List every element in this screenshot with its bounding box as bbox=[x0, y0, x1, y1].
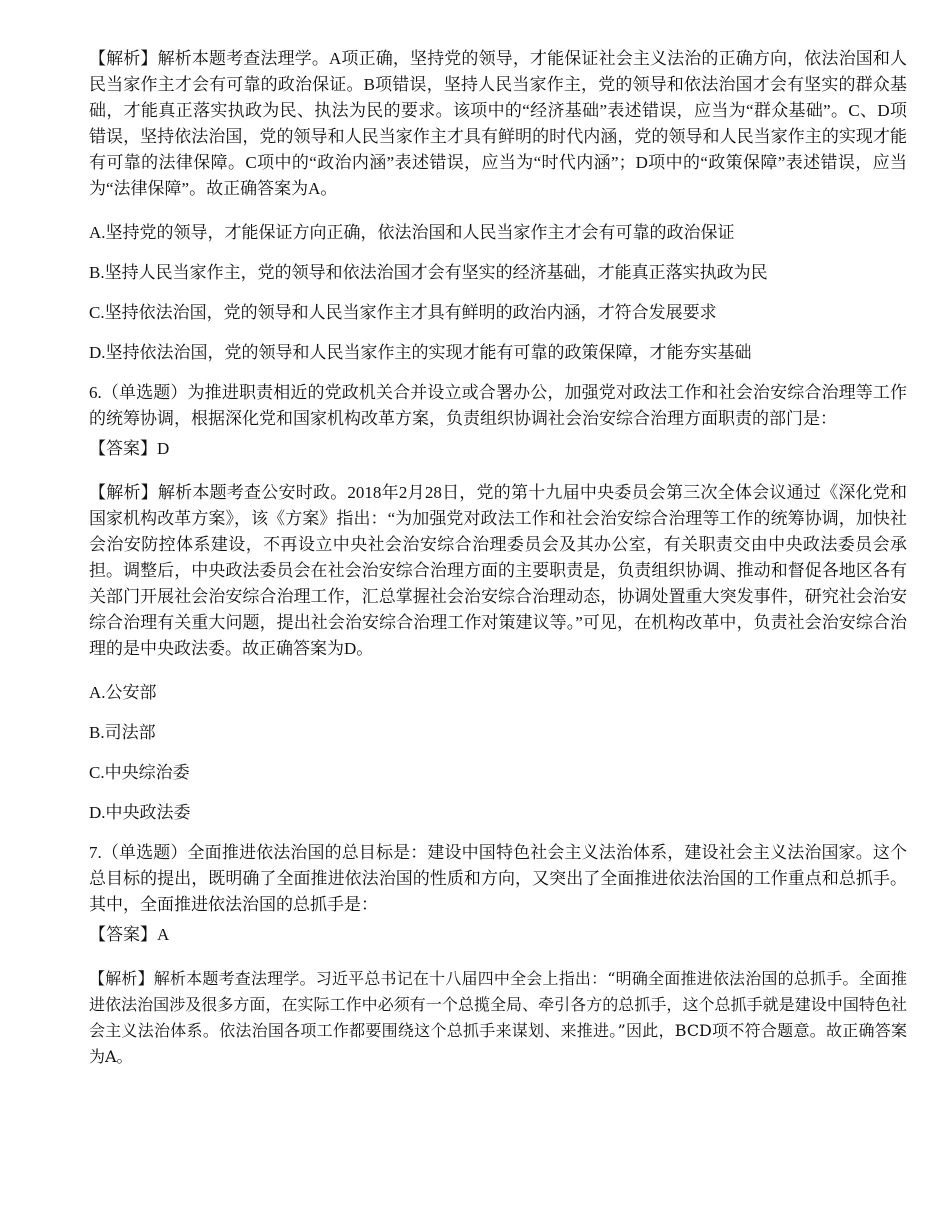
q7-answer: 【答案】A bbox=[89, 925, 170, 944]
q5-analysis: 【解析】解析本题考查法理学。A项正确，坚持党的领导，才能保证社会主义法治的正确方向，依法治国和人民当家作主才会有可靠的政治保证。B项错误，坚持人民当家作主，党的领导和依法治国才会有坚实的群众基础，才能真正落实执政为民、执法为民的要求。该项中的“经济基础”表述错误，应当为“群众基础”。C、D项错误，坚持依法治国，党的领导和人民当家作主才具有鲜明的时代内涵，党的领导和人民当家作主的实现才能有可靠的法律保障。C项中的“政治内涵”表述错误，应当为“时代内涵”；D项中的“政策保障”表述错误，应当为“法律保障”。故正确答案为A。 bbox=[89, 49, 907, 198]
q6-option-c: C.中央综治委 bbox=[89, 763, 190, 782]
q6-option-b: B.司法部 bbox=[89, 723, 156, 742]
q5-option-d: D.坚持依法治国，党的领导和人民当家作主的实现才能有可靠的政策保障，才能夯实基础 bbox=[89, 343, 752, 362]
q7-analysis: 【解析】解析本题考查法理学。习近平总书记在十八届四中全会上指出：“明确全面推进依法治国的总抓手。全面推进依法治国涉及很多方面，在实际工作中必须有一个总揽全局、牵引各方的总抓手，这个总抓手就是建设中国特色社会主义法治体系。依法治国各项工作都要围绕这个总抓手来谋划、来推进。”因此，BCD项不符合题意。故正确答案为A。 bbox=[89, 969, 907, 1066]
q5-option-a: A.坚持党的领导，才能保证方向正确，依法治国和人民当家作主才会有可靠的政治保证 bbox=[89, 223, 735, 242]
q6-option-a: A.公安部 bbox=[89, 683, 157, 702]
q6-option-d: D.中央政法委 bbox=[89, 803, 191, 822]
q5-option-c: C.坚持依法治国，党的领导和人民当家作主才具有鲜明的政治内涵，才符合发展要求 bbox=[89, 303, 717, 322]
document-page bbox=[89, 46, 907, 1088]
q6-analysis: 【解析】解析本题考查公安时政。2018年2月28日，党的第十九届中央委员会第三次全体会议通过《深化党和国家机构改革方案》，该《方案》指出：“为加强党对政法工作和社会治安综合治理等工作的统筹协调，加快社会治安防控体系建设，不再设立中央社会治安综合治理委员会及其办公室，有关职责交由中央政法委员会承担。调整后，中央政法委员会在社会治安综合治理方面的主要职责是，负责组织协调、推动和督促各地区各有关部门开展社会治安综合治理工作，汇总掌握社会治安综合治理动态，协调处置重大突发事件，研究社会治安综合治理有关重大问题，提出社会治安综合治理工作对策建议等。”可见，在机构改革中，负责社会治安综合治理的是中央政法委。故正确答案为D。 bbox=[89, 483, 907, 658]
q7-question: 7.（单选题）全面推进依法治国的总目标是：建设中国特色社会主义法治体系，建设社会主义法治国家。这个总目标的提出，既明确了全面推进依法治国的性质和方向，又突出了全面推进依法治国的工作重点和总抓手。其中，全面推进依法治国的总抓手是： bbox=[89, 843, 907, 914]
q5-option-b: B.坚持人民当家作主，党的领导和依法治国才会有坚实的经济基础，才能真正落实执政为民 bbox=[89, 263, 768, 282]
q6-question: 6.（单选题）为推进职责相近的党政机关合并设立或合署办公，加强党对政法工作和社会治安综合治理等工作的统筹协调，根据深化党和国家机构改革方案，负责组织协调社会治安综合治理方面职责的部门是： bbox=[89, 383, 907, 428]
q6-answer: 【答案】D bbox=[89, 439, 170, 458]
